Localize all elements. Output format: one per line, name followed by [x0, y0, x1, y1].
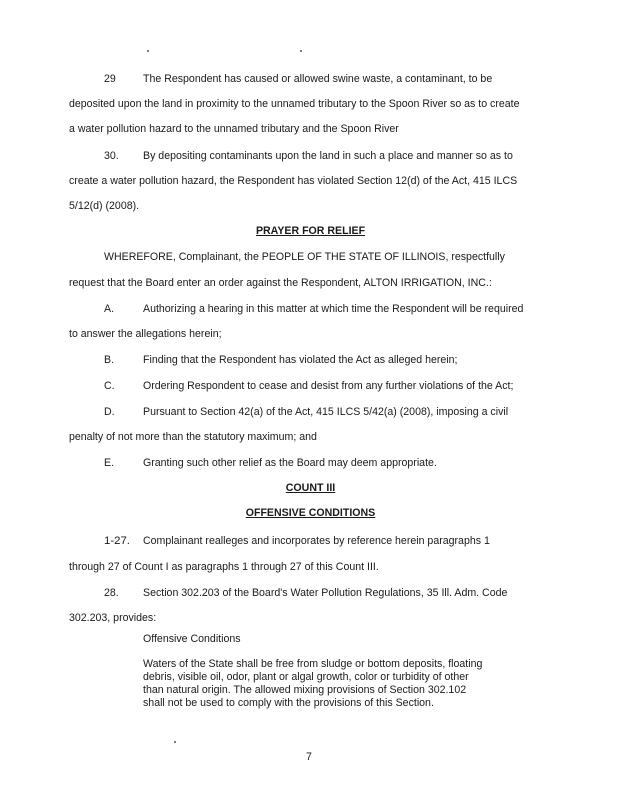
prayer-item-d-line-2: penalty of not more than the statutory maximum; and	[69, 431, 317, 443]
paragraph-30-line-1: By depositing contaminants upon the land in such a place and manner so as to	[143, 150, 513, 162]
prayer-item-c-line-1: Ordering Respondent to cease and desist from any further violations of the Act;	[143, 380, 514, 392]
paragraph-28-line-1: Section 302.203 of the Board's Water Pollution Regulations, 35 Ill. Adm. Code	[143, 587, 508, 599]
prayer-item-c-letter: C.	[104, 380, 115, 392]
prayer-item-a-letter: A.	[104, 303, 115, 315]
prayer-line-1: WHEREFORE, Complainant, the PEOPLE OF THE STATE OF ILLINOIS, respectfully	[104, 251, 505, 263]
quote-line-1: Waters of the State shall be free from sludge or bottom deposits, floating	[143, 658, 483, 670]
prayer-item-d-letter: D.	[104, 406, 115, 418]
quote-line-2: debris, visible oil, odor, plant or algal growth, color or turbidity of other	[143, 671, 469, 683]
paragraph-30-line-2: create a water pollution hazard, the Respondent has violated Section 12(d) of the Act, 415 ILCS	[69, 175, 518, 187]
quote-line-4: shall not be used to comply with the provisions of this Section.	[143, 697, 434, 709]
paragraph-30-line-3: 5/12(d) (2008).	[69, 200, 140, 212]
prayer-line-2: request that the Board enter an order against the Respondent, ALTON IRRIGATION, INC.:	[69, 277, 492, 289]
quote-line-3: than natural origin. The allowed mixing provisions of Section 302.102	[143, 684, 467, 696]
paragraph-29-number: 29	[104, 73, 116, 85]
paragraph-1-27-line-1: Complainant realleges and incorporates by reference herein paragraphs 1	[143, 535, 490, 547]
prayer-for-relief-heading: PRAYER FOR RELIEF	[255, 225, 366, 237]
count-subheading: OFFENSIVE CONDITIONS	[245, 507, 376, 519]
paragraph-29-line-3: a water pollution hazard to the unnamed tributary and the Spoon River	[69, 123, 399, 135]
paragraph-28-number: 28.	[104, 587, 119, 599]
paragraph-1-27-number: 1-27.	[104, 535, 130, 547]
scan-speck	[300, 50, 302, 52]
paragraph-29-line-2: deposited upon the land in proximity to the unnamed tributary to the Spoon River so as to create	[69, 98, 520, 110]
prayer-item-e-letter: E.	[104, 457, 115, 469]
quote-title: Offensive Conditions	[143, 633, 241, 645]
prayer-item-b-letter: B.	[104, 354, 115, 366]
prayer-item-d-line-1: Pursuant to Section 42(a) of the Act, 415 ILCS 5/42(a) (2008), imposing a civil	[143, 406, 509, 418]
paragraph-1-27-line-2: through 27 of Count I as paragraphs 1 through 27 of this Count III.	[69, 561, 379, 573]
prayer-item-a-line-1: Authorizing a hearing in this matter at which time the Respondent will be required	[143, 303, 524, 315]
count-heading: COUNT III	[285, 482, 336, 494]
scan-speck	[174, 741, 176, 743]
prayer-item-a-line-2: to answer the allegations herein;	[69, 328, 222, 340]
paragraph-28-line-2: 302.203, provides:	[69, 612, 157, 624]
page-number: 7	[306, 751, 312, 763]
scan-speck	[147, 50, 149, 52]
prayer-item-b-line-1: Finding that the Respondent has violated the Act as alleged herein;	[143, 354, 458, 366]
prayer-item-e-line-1: Granting such other relief as the Board may deem appropriate.	[143, 457, 437, 469]
paragraph-29-line-1: The Respondent has caused or allowed swine waste, a contaminant, to be	[143, 73, 493, 85]
paragraph-30-number: 30.	[104, 150, 119, 162]
